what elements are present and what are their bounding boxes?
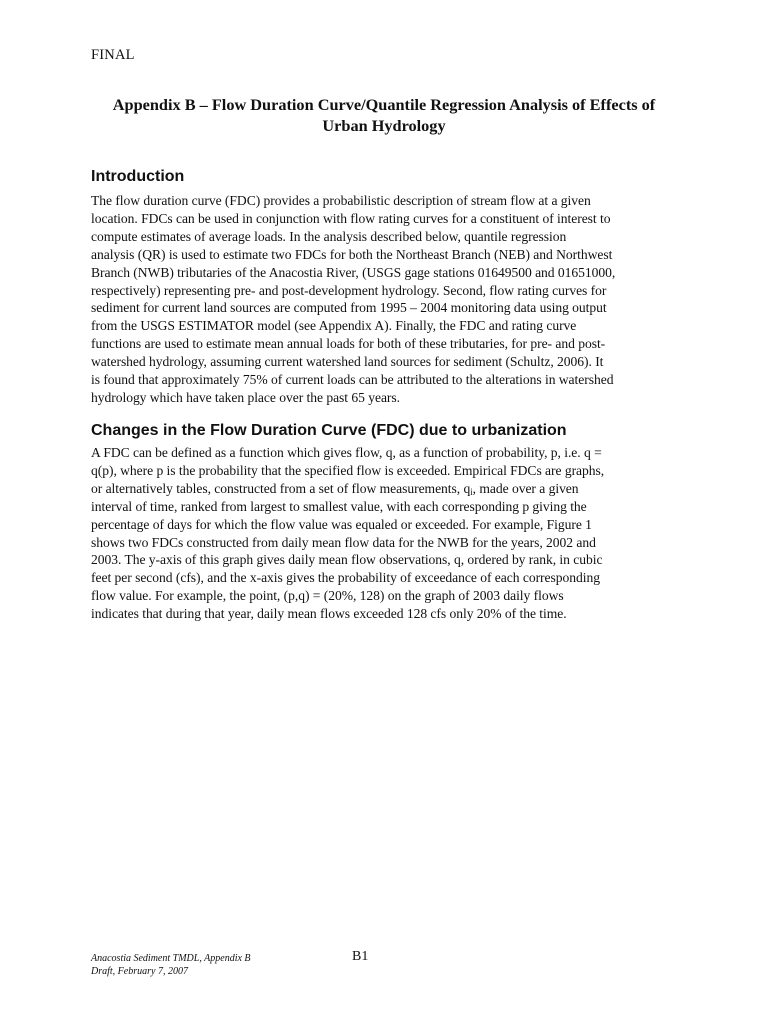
paragraph-line: hydrology which have taken place over the past 65 years.	[91, 389, 400, 405]
paragraph-line: is found that approximately 75% of current loads can be attributed to the alterations in watershed	[91, 372, 614, 388]
paragraph-line: The flow duration curve (FDC) provides a probabilistic description of stream flow at a given	[91, 193, 591, 208]
paragraph-line: analysis (QR) is used to estimate two FDCs for both the Northeast Branch (NEB) and Northwest	[91, 246, 613, 262]
footer-draft-date: Draft, February 7, 2007	[91, 966, 188, 977]
fdc-changes-paragraph	[91, 444, 683, 623]
subscript-i: i	[470, 486, 473, 497]
paragraph-line: functions are used to estimate mean annual loads for both of these tributaries, for pre- and post-	[91, 336, 606, 352]
appendix-title-line-2: Urban Hydrology	[322, 116, 446, 135]
fdc-changes-heading: Changes in the Flow Duration Curve (FDC) due to urbanization	[91, 422, 567, 439]
paragraph-line: flow value. For example, the point, (p,q) = (20%, 128) on the graph of 2003 daily flows	[91, 588, 564, 604]
line-text: or alternatively tables, constructed from a set of flow measurements, q	[91, 480, 471, 496]
paragraph-line: from the USGS ESTIMATOR model (see Appendix A). Finally, the FDC and rating curve	[91, 318, 577, 334]
appendix-title-line-1: Appendix B – Flow Duration Curve/Quantile Regression Analysis of Effects of	[112, 95, 656, 114]
paragraph-line: feet per second (cfs), and the x-axis gives the probability of exceedance of each corresponding	[91, 570, 600, 586]
paragraph-line: q(p), where p is the probability that the specified flow is exceeded. Empirical FDCs are graphs,	[91, 462, 605, 478]
paragraph-line: compute estimates of average loads. In the analysis described below, quantile regression	[91, 228, 567, 244]
paragraph-line: Branch (NWB) tributaries of the Anacostia River, (USGS gage stations 01649500 and 01651000,	[91, 264, 616, 280]
introduction-heading: Introduction	[91, 168, 185, 185]
paragraph-line: A FDC can be defined as a function which gives flow, q, as a function of probability, p, i.e. q =	[91, 445, 602, 460]
introduction-paragraph	[91, 192, 683, 407]
paragraph-line: respectively) representing pre- and post-development hydrology. Second, flow rating curves for	[91, 282, 607, 298]
paragraph-line: 2003. The y-axis of this graph gives daily mean flow observations, q, ordered by rank, in cubic	[91, 552, 603, 568]
paragraph-line-with-subscript	[91, 480, 683, 498]
paragraph-line: interval of time, ranked from largest to smallest value, with each corresponding p giving the	[91, 498, 587, 514]
paragraph-line: percentage of days for which the flow value was equaled or exceeded. For example, Figure 1	[91, 516, 592, 532]
footer-doc-title: Anacostia Sediment TMDL, Appendix B	[91, 953, 251, 964]
paragraph-line: sediment for current land sources are computed from 1995 – 2004 monitoring data using output	[91, 300, 607, 316]
paragraph-line: shows two FDCs constructed from daily mean flow data for the NWB for the years, 2002 and	[91, 534, 596, 550]
paragraph-line: indicates that during that year, daily mean flows exceeded 128 cfs only 20% of the time.	[91, 606, 567, 622]
footer-document-info	[91, 952, 251, 978]
paragraph-line: location. FDCs can be used in conjunction with flow rating curves for a constituent of interest to	[91, 210, 611, 226]
paragraph-line: watershed hydrology, assuming current watershed land sources for sediment (Schultz, 2006). It	[91, 354, 604, 370]
page-number: B1	[352, 949, 369, 964]
line-text-tail: , made over a given	[472, 480, 579, 496]
appendix-title	[80, 94, 688, 136]
document-status-label: FINAL	[91, 47, 135, 63]
